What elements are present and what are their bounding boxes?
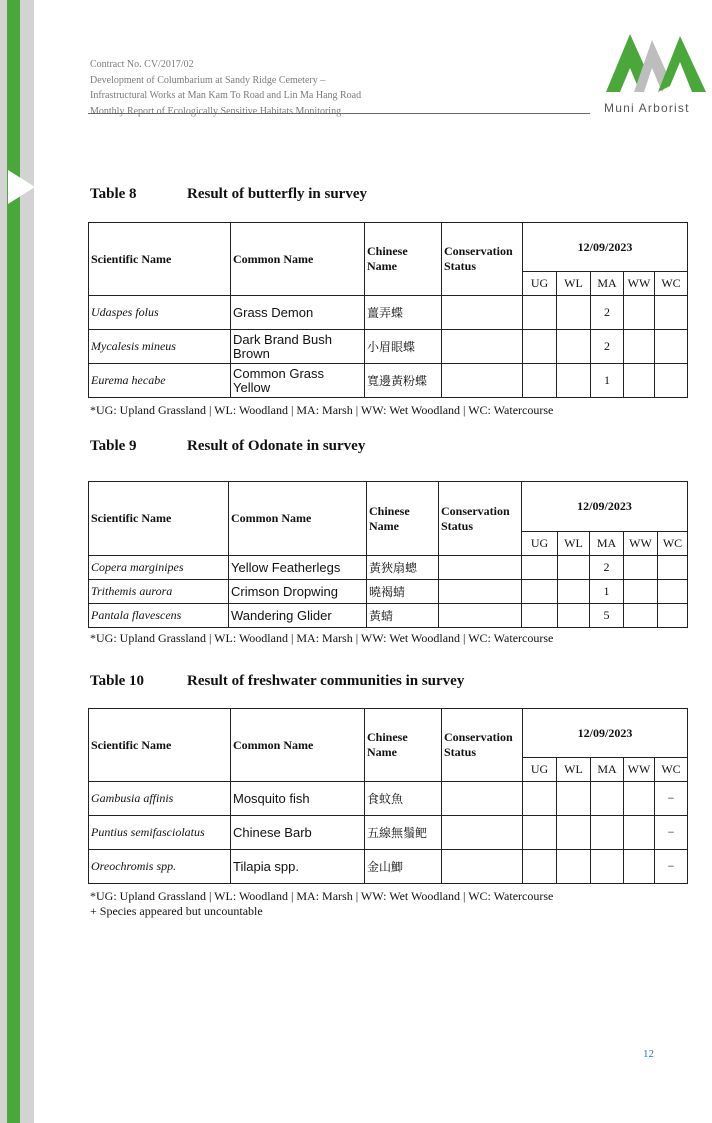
count-cell-wc bbox=[658, 556, 688, 580]
count-cell-ww bbox=[624, 296, 655, 330]
table-caption: Result of freshwater communities in survey bbox=[187, 673, 465, 689]
header-habitat-wl: WL bbox=[558, 532, 590, 556]
project-title: Development of Columbarium at Sandy Ridge Cemetery – bbox=[90, 74, 326, 86]
common-name-cell: Common Grass Yellow bbox=[231, 364, 365, 398]
count-cell-wl bbox=[557, 850, 591, 884]
count-cell-ug bbox=[522, 580, 558, 604]
table-caption: Result of Odonate in survey bbox=[187, 438, 366, 454]
count-cell-ww bbox=[624, 850, 655, 884]
common-name-cell: Chinese Barb bbox=[231, 816, 365, 850]
header-habitat-wc: WC bbox=[655, 272, 688, 296]
uncountable-note: + Species appeared but uncountable bbox=[90, 904, 263, 918]
header-common-name: Common Name bbox=[229, 482, 367, 556]
count-cell-ww bbox=[624, 580, 658, 604]
header-survey-date: 12/09/2023 bbox=[523, 223, 688, 272]
odonate-table bbox=[88, 481, 688, 628]
scientific-name-cell: Pantala flavescens bbox=[89, 604, 229, 628]
table-row bbox=[89, 782, 688, 816]
header-habitat-ug: UG bbox=[523, 272, 557, 296]
habitat-legend: *UG: Upland Grassland | WL: Woodland | MA: Marsh | WW: Wet Woodland | WC: Watercourse bbox=[90, 889, 554, 903]
common-name-cell: Crimson Dropwing bbox=[229, 580, 367, 604]
header-survey-date: 12/09/2023 bbox=[522, 482, 688, 532]
header-habitat-ug: UG bbox=[523, 758, 557, 782]
count-cell-ug bbox=[523, 364, 557, 398]
header-common-name: Common Name bbox=[231, 223, 365, 296]
count-cell-wc bbox=[655, 330, 688, 364]
count-cell-wc bbox=[658, 604, 688, 628]
table-number: Table 10 bbox=[90, 673, 145, 689]
count-cell-ma: 5 bbox=[590, 604, 624, 628]
header-habitat-ma: MA bbox=[591, 758, 624, 782]
header-habitat-ug: UG bbox=[522, 532, 558, 556]
habitat-legend: *UG: Upland Grassland | WL: Woodland | MA: Marsh | WW: Wet Woodland | WC: Watercourse bbox=[90, 403, 554, 417]
count-cell-ug bbox=[523, 782, 557, 816]
scientific-name-cell: Copera marginipes bbox=[89, 556, 229, 580]
header-habitat-ww: WW bbox=[624, 758, 655, 782]
header-chinese-name: Chinese Name bbox=[365, 223, 442, 296]
table-10-title bbox=[90, 673, 464, 690]
count-cell-wl bbox=[557, 364, 591, 398]
conservation-status-cell bbox=[442, 330, 523, 364]
header-habitat-wl: WL bbox=[557, 272, 591, 296]
count-cell-ww bbox=[624, 782, 655, 816]
chinese-name-cell: 食蚊魚 bbox=[365, 782, 442, 816]
conservation-status-cell bbox=[439, 556, 522, 580]
count-cell-ma bbox=[591, 816, 624, 850]
count-cell-wl bbox=[557, 330, 591, 364]
count-cell-ma: 2 bbox=[591, 296, 624, 330]
count-cell-wl bbox=[557, 296, 591, 330]
chinese-name-cell: 五線無鬚鲃 bbox=[365, 816, 442, 850]
header-common-name: Common Name bbox=[231, 709, 365, 782]
count-cell-ma bbox=[591, 782, 624, 816]
conservation-status-cell bbox=[439, 580, 522, 604]
report-title: Monthly Report of Ecologically Sensitive Habitats Monitoring bbox=[90, 105, 342, 117]
logo-wordmark: Muni Arborist bbox=[604, 101, 690, 115]
count-cell-wl bbox=[557, 782, 591, 816]
scientific-name-cell: Puntius semifasciolatus bbox=[89, 816, 231, 850]
sidebar-notch-marker bbox=[8, 170, 35, 204]
table-8-title bbox=[90, 186, 367, 203]
count-cell-wc: − bbox=[655, 816, 688, 850]
header-scientific-name: Scientific Name bbox=[89, 482, 229, 556]
page-number: 12 bbox=[643, 1048, 654, 1060]
count-cell-ma bbox=[591, 850, 624, 884]
count-cell-ma: 1 bbox=[590, 580, 624, 604]
chinese-name-cell: 曉褐蜻 bbox=[367, 580, 439, 604]
scientific-name-cell: Trithemis aurora bbox=[89, 580, 229, 604]
conservation-status-cell bbox=[439, 604, 522, 628]
table-number: Table 9 bbox=[90, 438, 137, 454]
count-cell-ww bbox=[624, 330, 655, 364]
conservation-status-cell bbox=[442, 816, 523, 850]
chinese-name-cell: 薑弄蝶 bbox=[365, 296, 442, 330]
chinese-name-cell: 寬邊黃粉蝶 bbox=[365, 364, 442, 398]
header-scientific-name: Scientific Name bbox=[89, 709, 231, 782]
count-cell-wl bbox=[558, 556, 590, 580]
header-scientific-name: Scientific Name bbox=[89, 223, 231, 296]
table-row bbox=[89, 556, 688, 580]
scientific-name-cell: Mycalesis mineus bbox=[89, 330, 231, 364]
common-name-cell: Mosquito fish bbox=[231, 782, 365, 816]
header-conservation-status: Conservation Status bbox=[442, 223, 523, 296]
count-cell-wc bbox=[658, 580, 688, 604]
header-habitat-wl: WL bbox=[557, 758, 591, 782]
count-cell-wc: − bbox=[655, 782, 688, 816]
count-cell-ww bbox=[624, 364, 655, 398]
header-habitat-ww: WW bbox=[624, 272, 655, 296]
count-cell-ug bbox=[523, 330, 557, 364]
chinese-name-cell: 黃蜻 bbox=[367, 604, 439, 628]
count-cell-ug bbox=[522, 556, 558, 580]
count-cell-ww bbox=[624, 604, 658, 628]
count-cell-ma: 1 bbox=[591, 364, 624, 398]
count-cell-ug bbox=[522, 604, 558, 628]
count-cell-wl bbox=[557, 816, 591, 850]
header-survey-date: 12/09/2023 bbox=[523, 709, 688, 758]
header-conservation-status: Conservation Status bbox=[439, 482, 522, 556]
count-cell-wc: − bbox=[655, 850, 688, 884]
common-name-cell: Grass Demon bbox=[231, 296, 365, 330]
table-notes bbox=[90, 889, 553, 919]
header-habitat-ma: MA bbox=[591, 272, 624, 296]
count-cell-ww bbox=[624, 816, 655, 850]
habitat-legend: *UG: Upland Grassland | WL: Woodland | MA: Marsh | WW: Wet Woodland | WC: Watercourse bbox=[90, 631, 554, 645]
project-subtitle: Infrastructural Works at Man Kam To Road and Lin Ma Hang Road bbox=[90, 90, 362, 101]
count-cell-wc bbox=[655, 296, 688, 330]
scientific-name-cell: Oreochromis spp. bbox=[89, 850, 231, 884]
count-cell-wl bbox=[558, 604, 590, 628]
header-chinese-name: Chinese Name bbox=[365, 709, 442, 782]
scientific-name-cell: Gambusia affinis bbox=[89, 782, 231, 816]
count-cell-ug bbox=[523, 850, 557, 884]
count-cell-ug bbox=[523, 816, 557, 850]
contract-number: Contract No. CV/2017/02 bbox=[90, 59, 194, 70]
table-number: Table 8 bbox=[90, 186, 137, 202]
header-divider bbox=[88, 113, 590, 114]
header-habitat-ww: WW bbox=[624, 532, 658, 556]
table-row bbox=[89, 296, 688, 330]
conservation-status-cell bbox=[442, 296, 523, 330]
table-9-title bbox=[90, 438, 365, 455]
butterfly-table bbox=[88, 222, 688, 398]
conservation-status-cell bbox=[442, 850, 523, 884]
scientific-name-cell: Eurema hecabe bbox=[89, 364, 231, 398]
report-header bbox=[90, 57, 590, 119]
count-cell-ma: 2 bbox=[590, 556, 624, 580]
common-name-cell: Tilapia spp. bbox=[231, 850, 365, 884]
sidebar-green-stripe bbox=[7, 0, 20, 1123]
common-name-cell: Wandering Glider bbox=[229, 604, 367, 628]
table-row bbox=[89, 580, 688, 604]
common-name-cell: Dark Brand Bush Brown bbox=[231, 330, 365, 364]
common-name-cell: Yellow Featherlegs bbox=[229, 556, 367, 580]
count-cell-wl bbox=[558, 580, 590, 604]
conservation-status-cell bbox=[442, 364, 523, 398]
chinese-name-cell: 金山鯽 bbox=[365, 850, 442, 884]
count-cell-ug bbox=[523, 296, 557, 330]
table-caption: Result of butterfly in survey bbox=[187, 186, 367, 202]
table-row bbox=[89, 330, 688, 364]
table-row bbox=[89, 850, 688, 884]
header-habitat-wc: WC bbox=[655, 758, 688, 782]
header-conservation-status: Conservation Status bbox=[442, 709, 523, 782]
chinese-name-cell: 黃狹扇蟌 bbox=[367, 556, 439, 580]
chinese-name-cell: 小眉眼蝶 bbox=[365, 330, 442, 364]
header-habitat-ma: MA bbox=[590, 532, 624, 556]
count-cell-wc bbox=[655, 364, 688, 398]
scientific-name-cell: Udaspes folus bbox=[89, 296, 231, 330]
header-habitat-wc: WC bbox=[658, 532, 688, 556]
conservation-status-cell bbox=[442, 782, 523, 816]
table-row bbox=[89, 604, 688, 628]
count-cell-ma: 2 bbox=[591, 330, 624, 364]
table-row bbox=[89, 816, 688, 850]
count-cell-ww bbox=[624, 556, 658, 580]
table-row bbox=[89, 364, 688, 398]
freshwater-communities-table bbox=[88, 708, 688, 884]
header-chinese-name: Chinese Name bbox=[367, 482, 439, 556]
